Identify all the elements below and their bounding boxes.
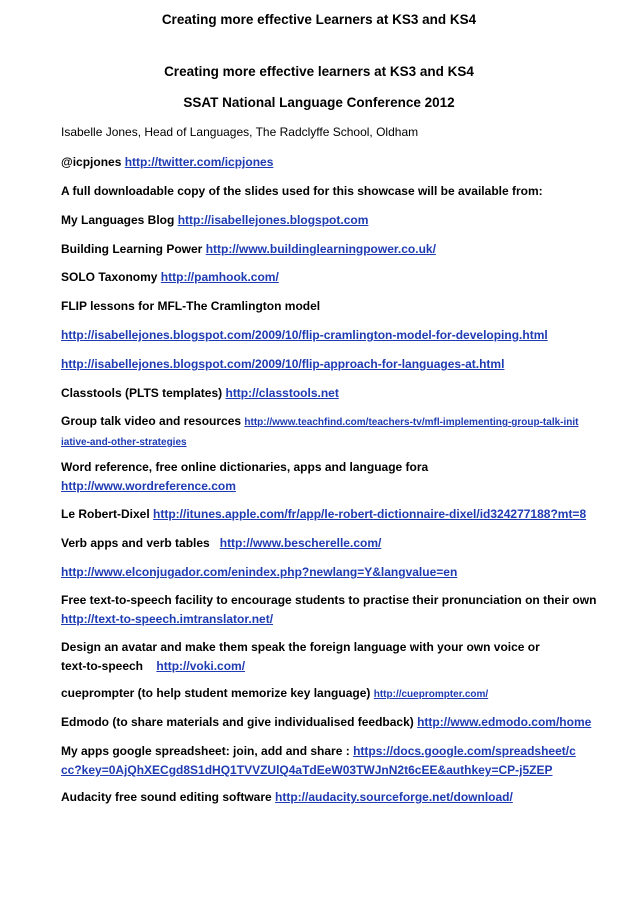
conference-title: SSAT National Language Conference 2012 <box>183 95 455 110</box>
classtools-label: Classtools (PLTS templates) <box>61 386 226 400</box>
solo-label: SOLO Taxonomy <box>61 270 161 284</box>
voki-entry <box>61 638 561 676</box>
download-label: A full downloadable copy of the slides used for this showcase will be available from: <box>61 184 543 198</box>
tts-label: Free text-to-speech facility to encourage students to practise their pronunciation on their own <box>61 593 597 607</box>
blog-link[interactable]: http://isabellejones.blogspot.com <box>177 213 369 227</box>
cueprompter-entry <box>61 684 601 704</box>
flip-link2-entry <box>61 355 601 374</box>
cueprompter-label: cueprompter (to help student memorize key language) <box>61 686 374 700</box>
blp-label: Building Learning Power <box>61 242 206 256</box>
download-entry <box>61 182 601 201</box>
audacity-entry <box>61 788 601 807</box>
classtools-entry <box>61 384 601 403</box>
author-line: Isabelle Jones, Head of Languages, The Radclyffe School, Oldham <box>61 125 419 139</box>
robert-label: Le Robert-Dixel <box>61 507 154 521</box>
wordref-entry <box>61 458 601 496</box>
flip-label: FLIP lessons for MFL-The Cramlington model <box>61 299 321 313</box>
flip-link-2[interactable]: http://isabellejones.blogspot.com/2009/10/flip-approach-for-languages-at.html <box>61 357 505 371</box>
grouptalk-label: Group talk video and resources <box>61 414 245 428</box>
document-title: Creating more effective learners at KS3 and KS4 <box>164 64 474 79</box>
flip-link-1[interactable]: http://isabellejones.blogspot.com/2009/10/flip-cramlington-model-for-developing.html <box>61 328 548 342</box>
tts-link[interactable]: http://text-to-speech.imtranslator.net/ <box>61 612 274 626</box>
edmodo-link[interactable]: http://www.edmodo.com/home <box>417 715 592 729</box>
wordref-link[interactable]: http://www.wordreference.com <box>61 479 236 493</box>
twitter-label: @icpjones <box>61 155 125 169</box>
twitter-entry <box>61 153 601 172</box>
blog-label: My Languages Blog <box>61 213 178 227</box>
flip-entry <box>61 297 601 316</box>
tts-entry <box>61 591 601 629</box>
edmodo-entry <box>61 713 601 732</box>
verbs-link[interactable]: http://www.bescherelle.com/ <box>219 536 382 550</box>
audacity-link[interactable]: http://audacity.sourceforge.net/download/ <box>275 790 513 804</box>
voki-label: Design an avatar and make them speak the foreign language with your own voice or text-to-speech <box>61 640 540 673</box>
grouptalk-link[interactable]: http://www.teachfind.com/teachers-tv/mfl-implementing-group-talk-initiative-and-other-strategies <box>61 417 579 448</box>
wordref-label: Word reference, free online dictionaries, apps and language fora <box>61 460 429 474</box>
blp-entry <box>61 240 601 259</box>
voki-link[interactable]: http://voki.com/ <box>156 659 246 673</box>
apps-entry <box>61 742 581 780</box>
classtools-link[interactable]: http://classtools.net <box>225 386 339 400</box>
apps-label: My apps google spreadsheet: join, add and share : <box>61 744 354 758</box>
conjugador-link[interactable]: http://www.elconjugador.com/enindex.php?newlang=Y&langvalue=en <box>61 565 458 579</box>
solo-entry <box>61 268 601 287</box>
verbs-entry <box>61 534 601 553</box>
verbs-label: Verb apps and verb tables <box>61 536 214 550</box>
blp-link[interactable]: http://www.buildinglearningpower.co.uk/ <box>205 242 436 256</box>
flip-link1-entry <box>61 326 601 345</box>
cueprompter-link[interactable]: http://cueprompter.com/ <box>373 689 489 700</box>
grouptalk-entry <box>61 412 581 452</box>
robert-entry <box>61 505 601 524</box>
solo-link[interactable]: http://pamhook.com/ <box>160 270 279 284</box>
blog-entry <box>61 211 601 230</box>
audacity-label: Audacity free sound editing software <box>61 790 276 804</box>
edmodo-label: Edmodo (to share materials and give individualised feedback) <box>61 715 418 729</box>
twitter-link[interactable]: http://twitter.com/icpjones <box>124 155 274 169</box>
apps-link[interactable]: https://docs.google.com/spreadsheet/ccc?key=0AjQhXECgd8S1dHQ1TVVZUlQ4aTdEeW03TWJnN2t6cEE&authkey=CP-j5ZEP <box>61 744 576 777</box>
page-header-title: Creating more effective Learners at KS3 and KS4 <box>161 12 477 27</box>
conjugador-entry <box>61 563 601 582</box>
robert-link[interactable]: http://itunes.apple.com/fr/app/le-robert-dictionnaire-dixel/id324277188?mt=8 <box>153 507 587 521</box>
